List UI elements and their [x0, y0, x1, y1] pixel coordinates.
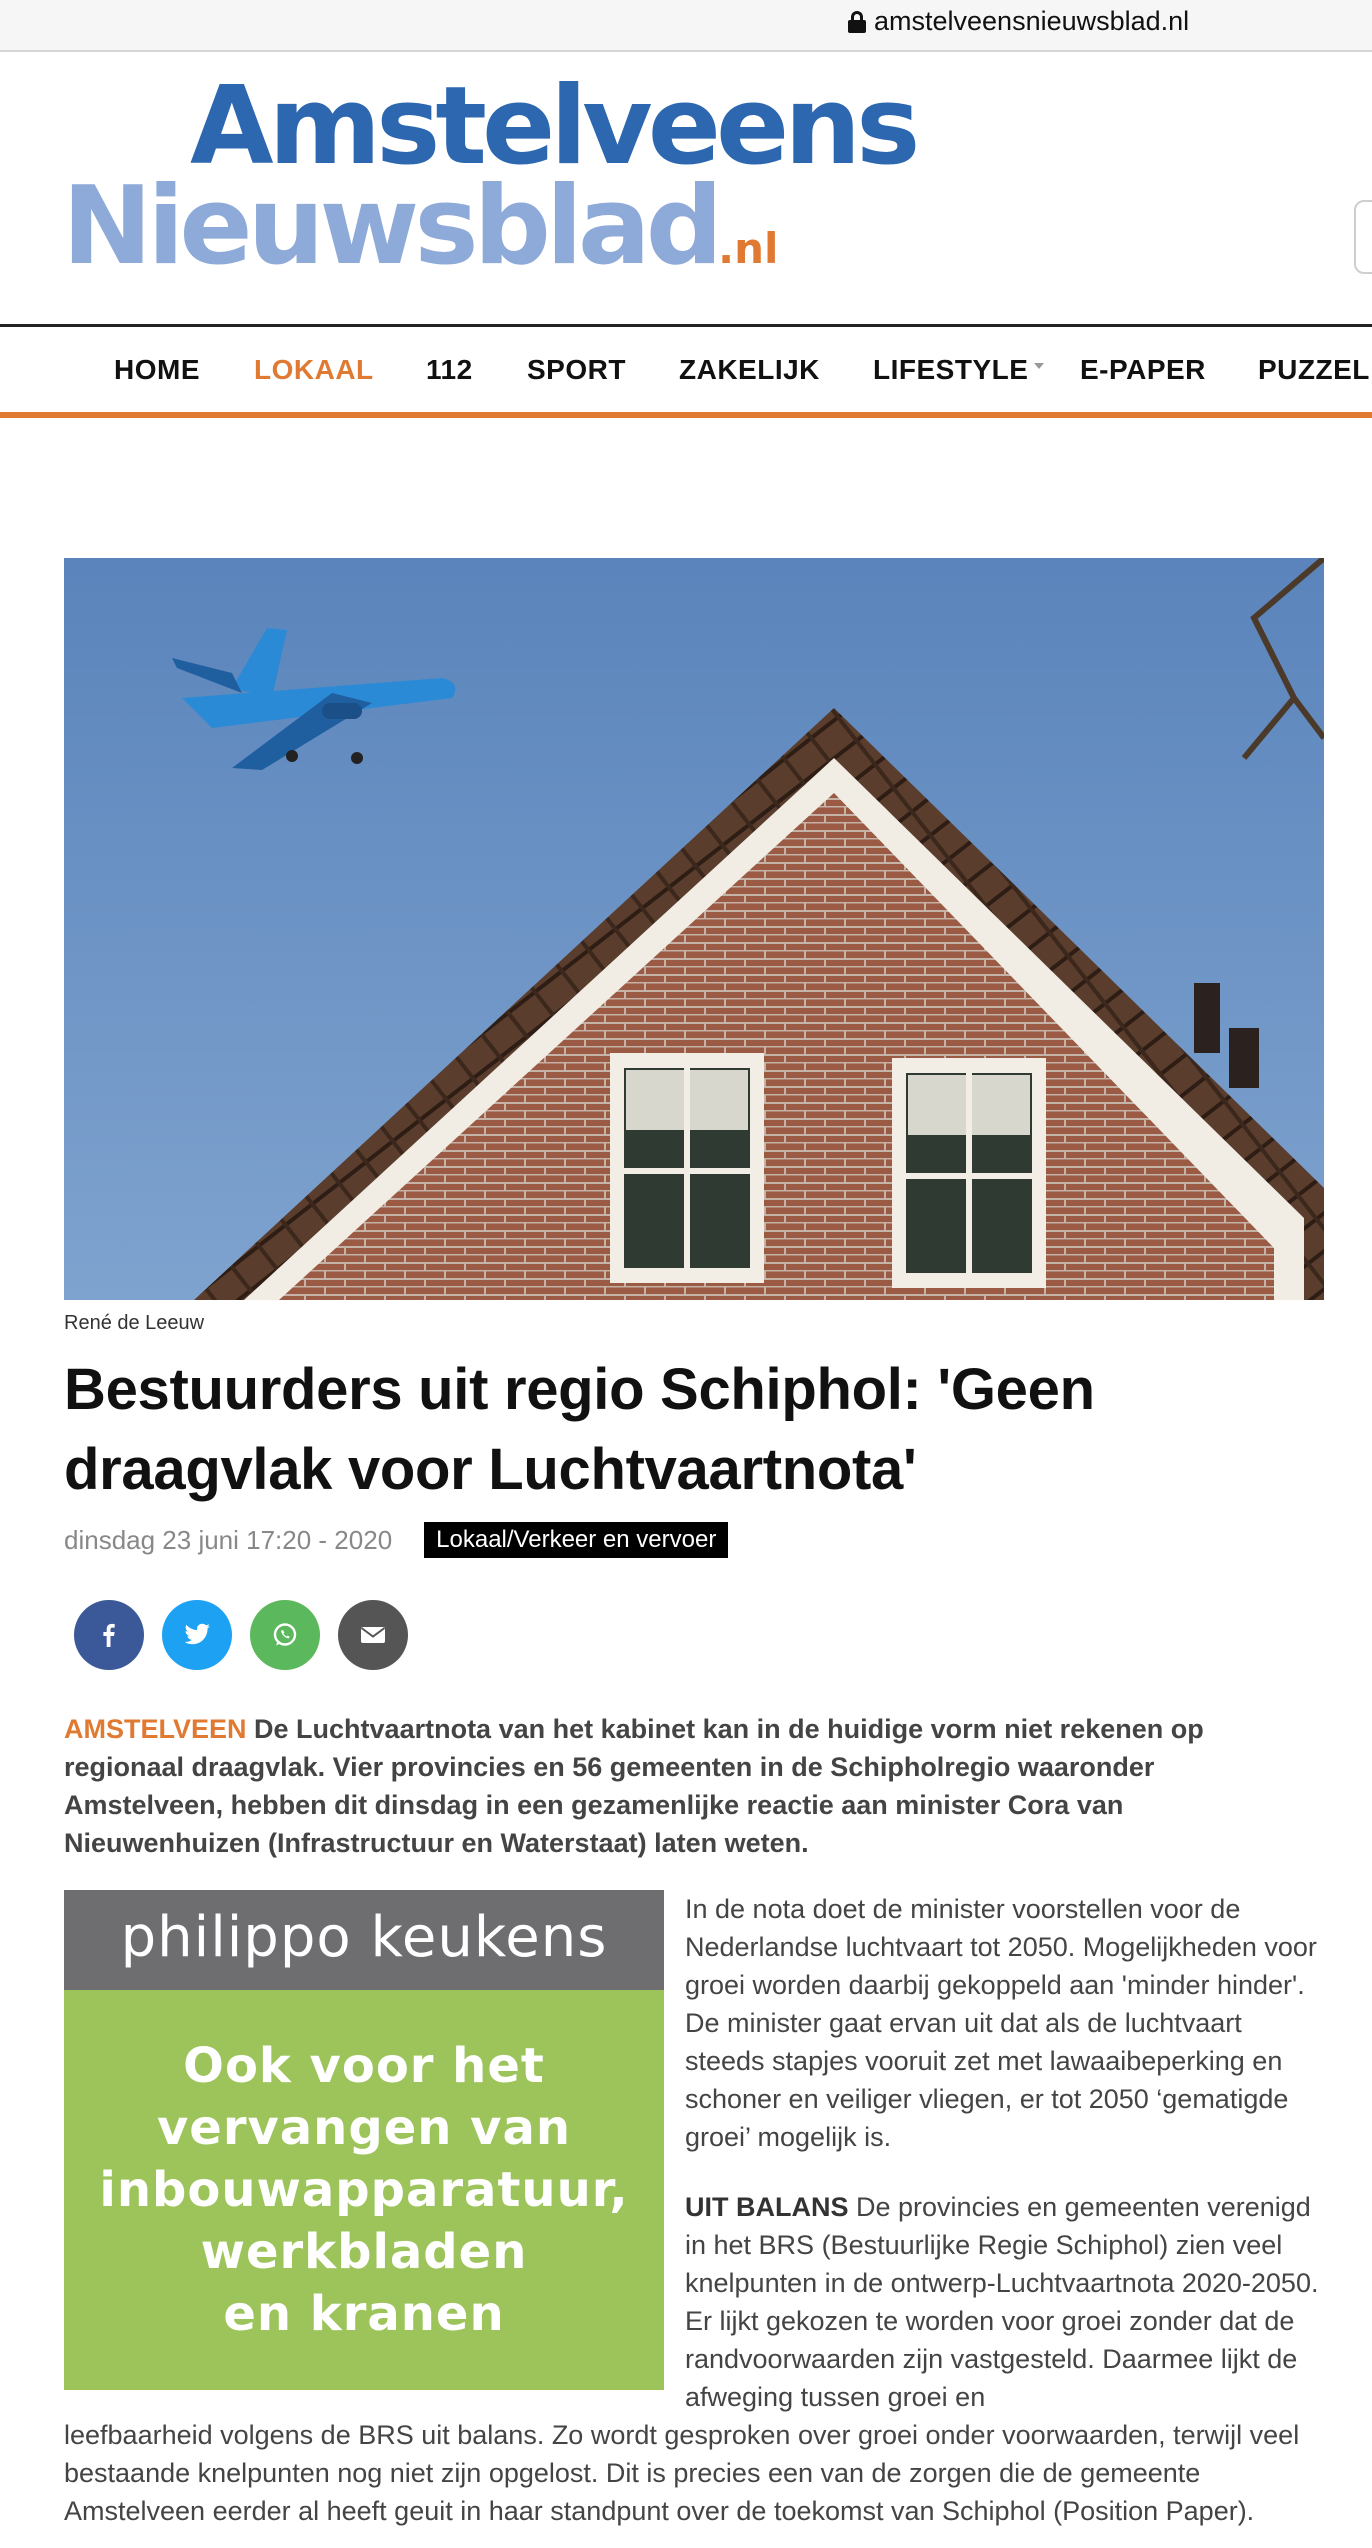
article-subheading: UIT BALANS	[685, 2192, 849, 2222]
lead-text: De Luchtvaartnota van het kabinet kan in de huidige vorm niet rekenen op regionaal draagvlak. Vier provincies en 56 gemeenten in de Schipholregio waaronder Amstelveen, hebben dit dinsdag in een gezamenlijke reactie aan minister Cora van Nieuwenhuizen (Infrastructuur en Waterstaat) laten weten.	[64, 1714, 1204, 1858]
article-paragraph-2-continued: leefbaarheid volgens de BRS uit balans. Zo wordt gesproken over groei onder voorwaarden, terwijl veel bestaande knelpunten nog niet zijn opgelost. Dit is precies een van de zorgen die de gemeente Amstelveen eerder al heeft geuit in haar standpunt over de toekomst van Schiphol (Position Paper).	[64, 2420, 1300, 2526]
facebook-icon	[96, 1622, 122, 1648]
category-badge[interactable]: Lokaal/Verkeer en vervoer	[424, 1522, 728, 1558]
share-email-button[interactable]	[338, 1600, 408, 1670]
email-icon	[360, 1625, 386, 1645]
logo-line2-text: Nieuwsblad	[62, 164, 719, 289]
nav-item-lifestyle[interactable]	[873, 327, 1044, 412]
share-facebook-button[interactable]	[74, 1600, 144, 1670]
caret-down-icon	[1034, 363, 1044, 369]
advertisement[interactable]	[64, 1890, 664, 2390]
nav-item-112[interactable]: 112	[426, 354, 473, 385]
whatsapp-icon	[272, 1622, 298, 1648]
article-date: dinsdag 23 juni 17:20 - 2020	[64, 1524, 393, 1555]
logo-line2	[62, 164, 779, 308]
lock-icon	[848, 11, 866, 33]
article-paragraph-2	[685, 2188, 1325, 2416]
nav-item-lokaal[interactable]: LOKAAL	[254, 354, 374, 385]
lead-location: AMSTELVEEN	[64, 1714, 247, 1744]
ad-text: Ook voor het vervangen van inbouwapparatuur, werkbladen en kranen	[99, 2038, 629, 2342]
share-twitter-button[interactable]	[162, 1600, 232, 1670]
nav-item-puzzel[interactable]: PUZZEL	[1258, 354, 1370, 385]
site-logo[interactable]	[62, 64, 962, 298]
article-hero-image	[64, 558, 1324, 1300]
article-lead	[64, 1710, 1304, 1862]
ad-brand: philippo keukens	[64, 1890, 664, 1990]
article-paragraph-2-col-text: De provincies en gemeenten verenigd in het BRS (Bestuurlijke Regie Schiphol) zien veel knelpunten in de ontwerp-Luchtvaartnota 2020-2050. Er lijkt gekozen te worden voor groei zonder dat de randvoorwaarden zijn vastgesteld. Daarmee lijkt de afweging tussen groei en	[685, 2192, 1319, 2412]
article-meta	[64, 1522, 728, 1558]
logo-suffix: .nl	[718, 224, 779, 273]
url-display[interactable]	[848, 6, 1189, 37]
browser-url-bar[interactable]	[0, 0, 1372, 52]
article-headline: Bestuurders uit regio Schiphol: 'Geen draagvlak voor Luchtvaartnota'	[64, 1357, 1095, 1502]
search-box[interactable]	[1354, 200, 1372, 274]
nav-item-home[interactable]: HOME	[114, 354, 200, 385]
hero-illustration	[64, 558, 1324, 1300]
share-whatsapp-button[interactable]	[250, 1600, 320, 1670]
nav-item-zakelijk[interactable]: ZAKELIJK	[679, 354, 820, 385]
url-text: amstelveensnieuwsblad.nl	[874, 6, 1190, 36]
article-paragraph-1: In de nota doet de minister voorstellen voor de Nederlandse luchtvaart tot 2050. Mogelijkheden voor groei worden daarbij gekoppeld aan 'minder hinder'. De minister gaat ervan uit dat als de luchtvaart steeds stapjes vooruit zet met lawaaibeperking en schoner en veiliger vliegen, er tot 2050 ‘gematigde groei’ mogelijk is.	[685, 1894, 1317, 2152]
main-nav	[0, 324, 1372, 418]
twitter-icon	[183, 1623, 211, 1647]
nav-item-lifestyle-label: LIFESTYLE	[873, 354, 1029, 385]
photo-credit: René de Leeuw	[64, 1312, 205, 1334]
nav-item-epaper[interactable]: E-PAPER	[1080, 354, 1206, 385]
logo-line1: Amstelveens	[190, 64, 916, 189]
nav-item-sport[interactable]: SPORT	[527, 354, 626, 385]
ad-body	[64, 1990, 664, 2390]
